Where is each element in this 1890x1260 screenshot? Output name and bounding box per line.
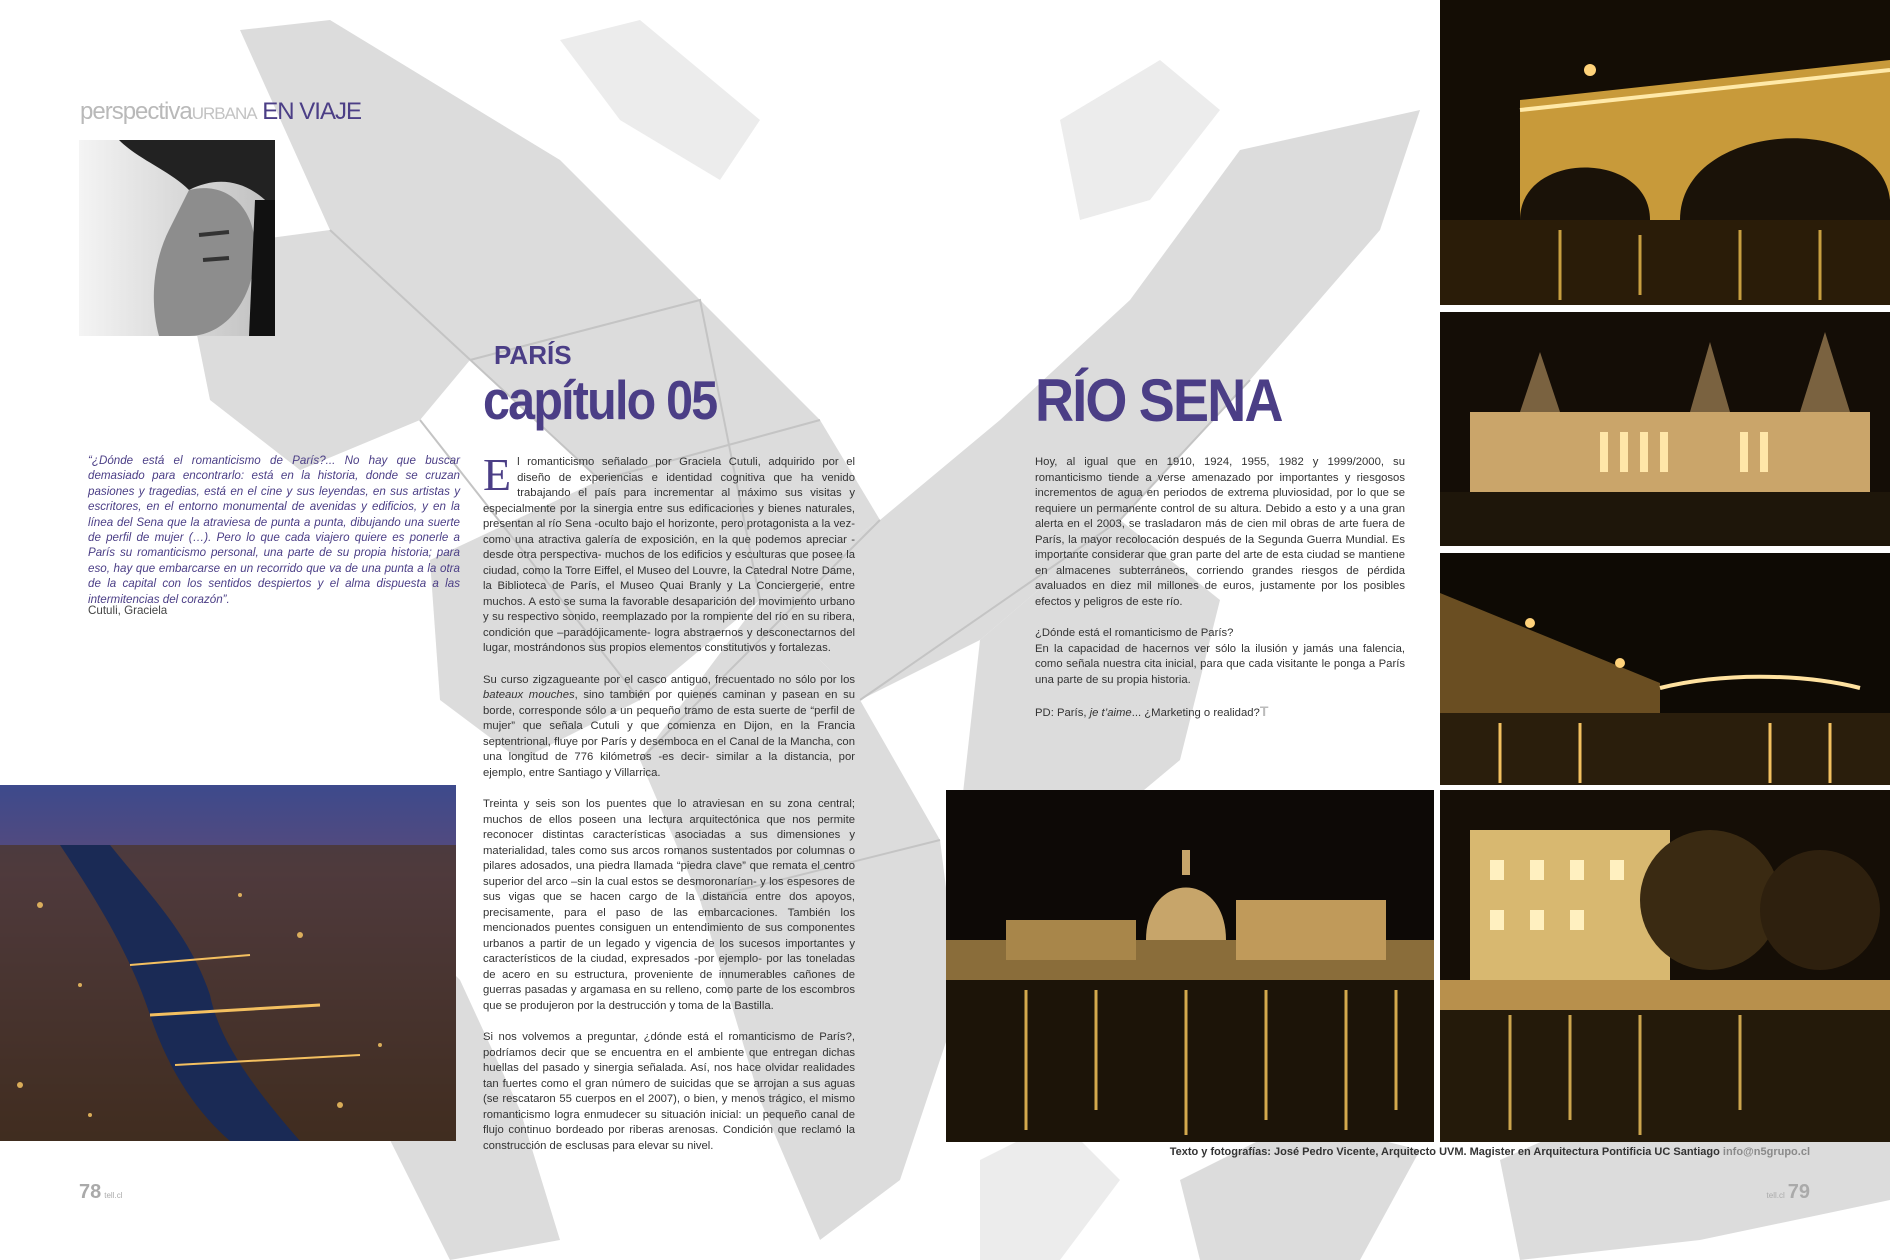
- postscript-emphasis: je t’aime: [1089, 707, 1132, 719]
- paragraph-1: [483, 449, 855, 657]
- article-heading: RÍO SENA: [1035, 367, 1282, 434]
- section-label: [80, 98, 361, 126]
- paragraph-2: [483, 673, 855, 782]
- paragraph-right-2: [1035, 626, 1405, 688]
- paragraph-right-2-question: ¿Dónde está el romanticismo de París?: [1035, 627, 1234, 639]
- paragraph-2-text-b: , sino también por quienes caminan y pasean en su borde, corresponde sólo a un pequeño tramo de esta suerte de “perfil de mujer” que señala Cutuli y que comienza en Dijon, en la Francia septentrional, fluye por París y desemboca en el Canal de la Mancha, con una longitud de 776 kilómetros -es decir- similar a la distancia, por ejemplo, entre Santiago y Villarrica.: [483, 689, 855, 779]
- title-kicker: PARÍS: [494, 340, 572, 370]
- article-column-left: [483, 449, 855, 1170]
- conciergerie-night-photo: [1440, 312, 1890, 546]
- quote-author: Cutuli, Graciela: [88, 604, 168, 617]
- folio-right-tag: tell.cl: [1766, 1191, 1785, 1200]
- paragraph-4: Si nos volvemos a preguntar, ¿dónde está el romanticismo de París?, podríamos decir que se encuentra en el ambiente que entregan dichas huellas del pasado y sinergia señalada. Así, nos hace olvidar realidades tan fuertes como el gran número de suicidas que se arrojan a sus aguas (se rescataron 55 cuerpos en el 2007), o bien, y menos trágico, el mismo romanticismo logra enmudecer su situación inicial: un pequeño canal de flujo continuo bordeado por riberas arenosas. Condición que reclamó la construcción de esclusas para elevar su nivel.: [483, 1031, 855, 1152]
- end-mark: T: [1259, 703, 1269, 719]
- paragraph-right-3: [1035, 704, 1405, 722]
- section-word-urbana: URBANA: [191, 104, 257, 123]
- institut-de-france-night-photo: [946, 790, 1434, 1142]
- paragraph-3: Treinta y seis son los puentes que lo atraviesan en su zona central; muchos de ellos poseen una lectura arquitectónica que nos permite reconocer distintas características asociadas a sus dimensiones y materialidad, tales como sus arcos romanos sustentados por columnas o pilares adosados, una piedra llamada “piedra clave” que remata el centro superior del arco –sin la cual estos se desmoronarían- y los espesores de sus vigas que se hacen cargo de la distancia entre dos apoyos, precisamente, para el paso de las embarcaciones. También los mencionados puentes consiguen un entendimiento de sus componentes urbanos a partir de un legado y vigencia de los sucesos importantes y característicos de la ciudad, expresados -por ejemplo- por las toneladas de acero en su estructura, proveniente de innumerables cañones de guerras pasadas y argamasa en su relleno, como parte de los escombros que se produjeron por la destrucción y toma de la Bastilla.: [483, 798, 855, 1012]
- paragraph-right-1: Hoy, al igual que en 1910, 1924, 1955, 1982 y 1999/2000, su romanticismo tiende a verse amenazado por importantes y riesgosos incrementos de agua en periodos de extrema pluviosidad, por lo que se requiere un permanente control de su altura. Debido a esto y a una gran alerta en el 2003, se trasladaron más de cien mil obras de arte fuera de París, la mayor recolocación después de la Segunda Guerra Mundial. Es importante considerar que gran parte del arte de esta ciudad se mantiene en almacenes subterráneos, corriendo grandes riesgos de pérdida avaluados en diez mil millones de euros, justamente por los posibles efectos y peligros de este río.: [1035, 456, 1405, 608]
- page-number-right-value: 79: [1787, 1181, 1810, 1203]
- postscript-text-b: ... ¿Marketing o realidad?: [1131, 707, 1260, 719]
- credit-text: Texto y fotografías: José Pedro Vicente, Arquitecto UVM. Magister en Arquitectura Pontificia UC Santiago: [1169, 1146, 1720, 1158]
- quai-buildings-night-photo: [1440, 790, 1890, 1142]
- aerial-night-paris-photo: [0, 785, 456, 1141]
- photo-credit: [1170, 1146, 1810, 1158]
- page-number-left: [79, 1181, 125, 1204]
- paragraph-2-emphasis: bateaux mouches: [483, 689, 575, 701]
- river-bridge-lights-photo: [1440, 553, 1890, 785]
- page-number-right: [1764, 1181, 1810, 1204]
- opening-quote: “¿Dónde está el romanticismo de París?... No hay que buscar demasiado para encontrarlo: está en la historia, donde se cruzan pasiones y tragedias, está en el cine y sus leyendas, en sus artistas y escritores, en el entorno monumental de avenidas y edificios, y en la línea del Sena que la atraviesa de punta a punta, dibujando una suerte de perfil de mujer (…). Pero lo que cada viajero quiere es ponerle a París su romanticismo personal, una parte de su propia historia; para eso, hay que embarcarse en un recorrido que va de una punta a la otra de la capital con los sentidos despiertos y el alma dispuesta a las intermitencias del corazón”.: [88, 454, 460, 606]
- article-column-right: [1035, 455, 1405, 738]
- section-word-perspectiva: perspectiva: [80, 98, 192, 125]
- chapter-title: capítulo 05: [483, 369, 717, 431]
- postscript-text-a: PD: París,: [1035, 707, 1090, 719]
- bridge-arches-night-photo: [1440, 0, 1890, 305]
- credit-email-link[interactable]: info@n5grupo.cl: [1722, 1146, 1810, 1158]
- paragraph-right-2-text: En la capacidad de hacernos ver sólo la ilusión y jamás una falencia, como señala nuestra cita inicial, para que cada visitante le ponga a París una parte de su propia historia.: [1035, 642, 1405, 686]
- paragraph-2-text-a: Su curso zigzagueante por el casco antiguo, frecuentado no sólo por los: [483, 673, 855, 686]
- section-word-en-viaje: EN VIAJE: [262, 98, 361, 125]
- page-number-left-value: 78: [79, 1181, 102, 1203]
- author-portrait-photo: [79, 140, 275, 336]
- folio-left-tag: tell.cl: [104, 1191, 123, 1200]
- drop-cap: E: [483, 449, 512, 500]
- paragraph-1-text: l romanticismo señalado por Graciela Cutuli, adquirido por el diseño de experiencias e identidad cognitiva que ha venido trabajando el país para incrementar al máximo sus visitas y especialmente por la sinergia entre sus edificaciones y bienes naturales, presentan al río Sena -oculto bajo el horizonte, pero protagonista a la vez- como una atractiva galería de exposición, en la que podemos apreciar -desde otra perspectiva- muchos de los edificios y esculturas que posee la ciudad, como la Torre Eiffel, el Museo del Louvre, la Catedral Notre Dame, la Biblioteca de París, el Museo Quai Branly y La Conciergerie, entre muchos. A esto se suma la favorable desaparición del movimiento urbano y su respectivo sonido, reemplazado por la rompiente del río en su ribera, condición que –paradójicamente- logra abstraernos y desconectarnos del lugar, mostrándonos sus propios elementos constitutivos y fortalezas.: [483, 456, 855, 654]
